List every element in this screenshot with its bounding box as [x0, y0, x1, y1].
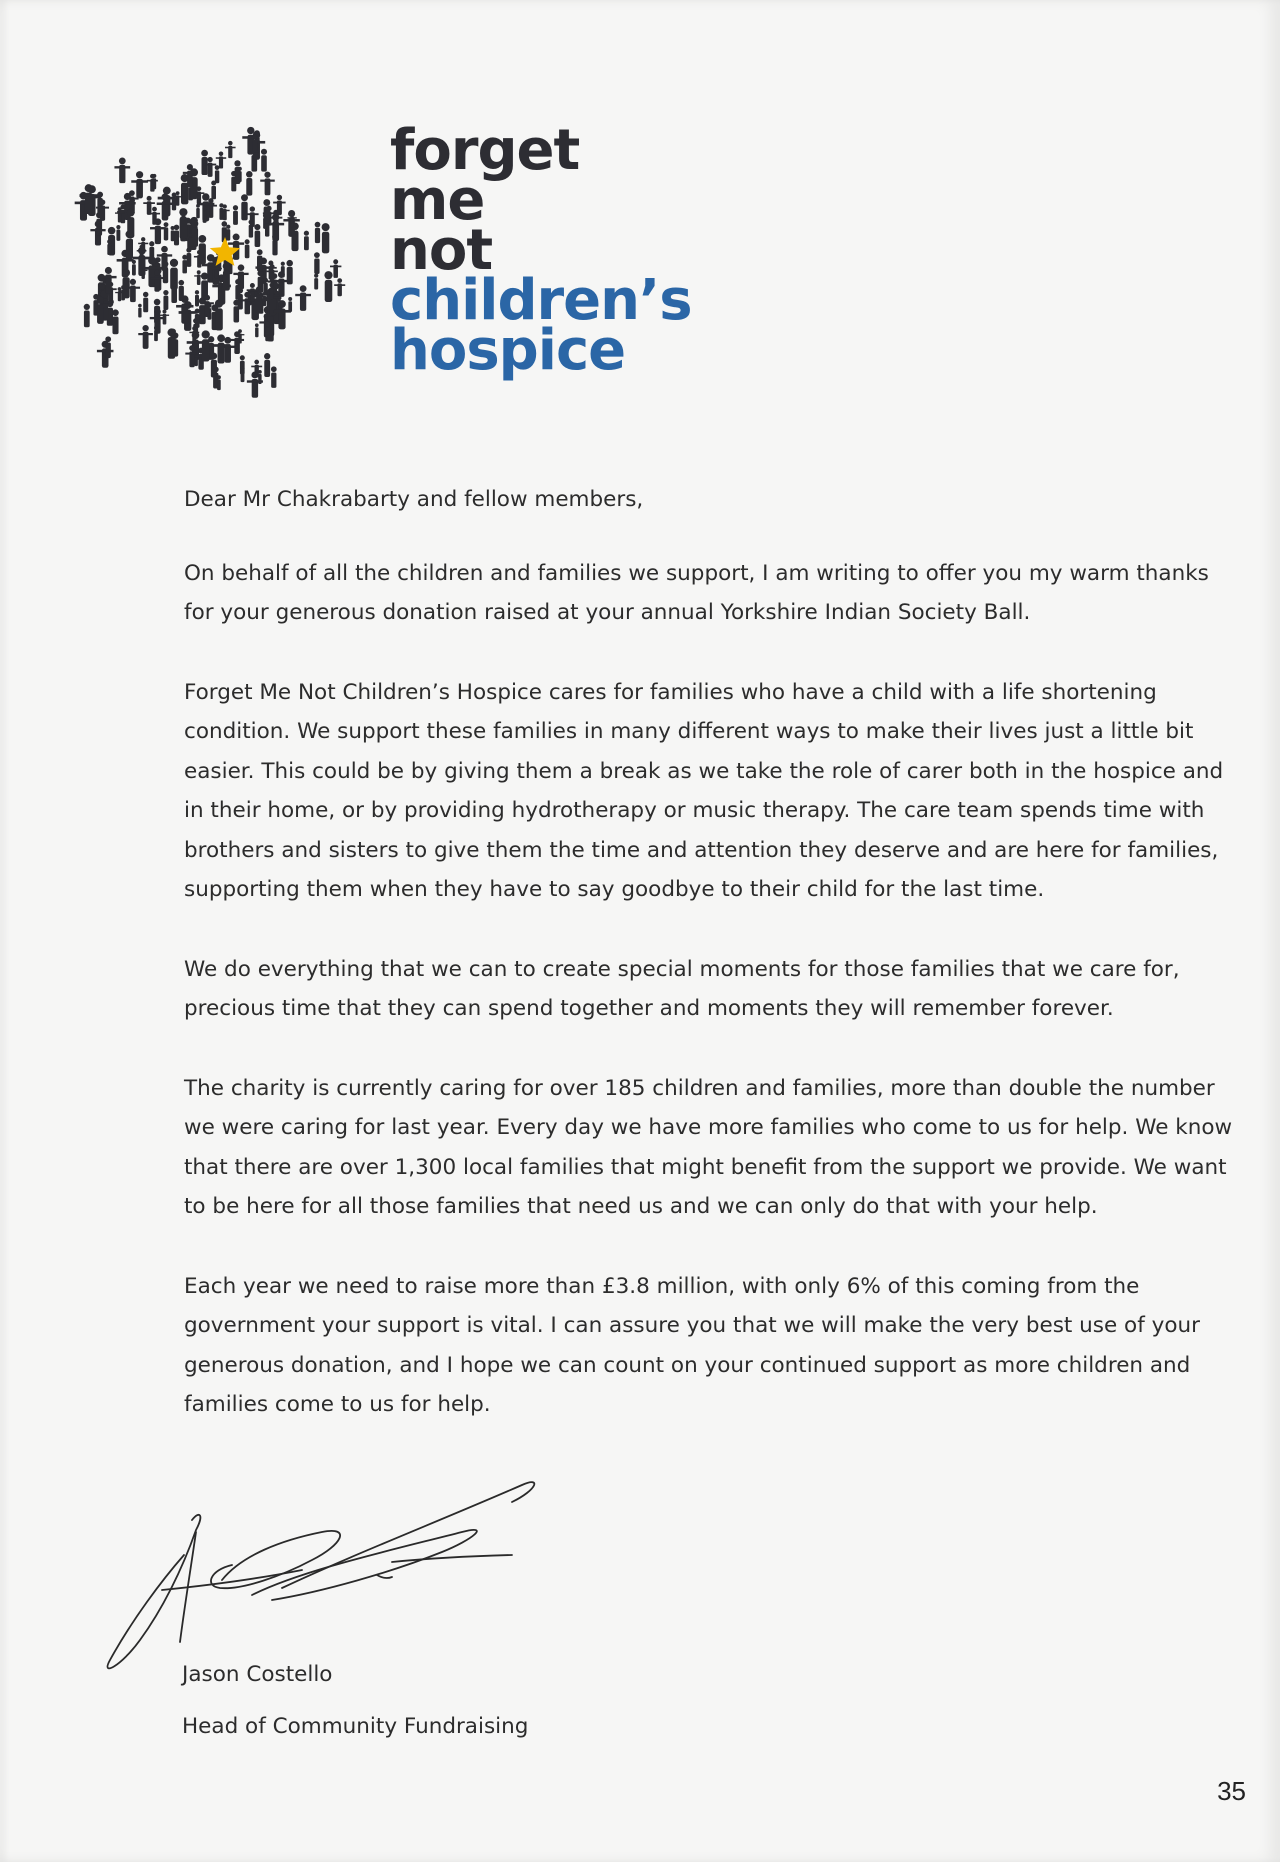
children-crowd-logo-icon	[52, 100, 362, 440]
logo-line-hospice: hospice	[390, 318, 626, 383]
signatory-title: Head of Community Fundraising	[182, 1714, 529, 1739]
paragraph-numbers: The charity is currently caring for over 185 children and families, more than double the number we were caring for last year. Every day we have more families who come to us for help. We know that there are over 1,300 local families that might benefit from the support we provide. We want to be here for all those families that need us and we can only do that with your help.	[184, 1075, 1233, 1219]
logo-wordmark	[390, 118, 692, 383]
paragraph-funding: Each year we need to raise more than £3.8 million, with only 6% of this coming from the government your support is vital. I can assure you that we will make the very best use of your generous donation, and I hope we can count on your continued support as more children and families come to us for help.	[184, 1273, 1200, 1417]
letter-body	[184, 480, 1244, 1465]
logo-line-childrens: children’s	[390, 268, 692, 333]
logo-line-me: me	[390, 168, 485, 233]
paragraph-moments: We do everything that we can to create special moments for those families that we care for, precious time that they can spend together and moments they will remember forever.	[184, 956, 1180, 1021]
logo-line-not: not	[390, 218, 493, 283]
salutation: Dear Mr Chakrabarty and fellow members,	[184, 487, 644, 512]
handwritten-signature	[92, 1460, 562, 1680]
logo-line-forget: forget	[390, 118, 580, 183]
signatory-name: Jason Costello	[182, 1662, 333, 1687]
paragraph-thanks: On behalf of all the children and families we support, I am writing to offer you my warm thanks for your generous donation raised at your annual Yorkshire Indian Society Ball.	[184, 560, 1209, 625]
paragraph-about: Forget Me Not Children’s Hospice cares for families who have a child with a life shortening condition. We support these families in many different ways to make their lives just a little bit easier. This could be by giving them a break as we take the role of carer both in the hospice and in their home, or by providing hydrotherapy or music therapy. The care team spends time with brothers and sisters to give them the time and attention they deserve and are here for families, supporting them when they have to say goodbye to their child for the last time.	[184, 679, 1224, 902]
page-number: 35	[1217, 1776, 1246, 1806]
